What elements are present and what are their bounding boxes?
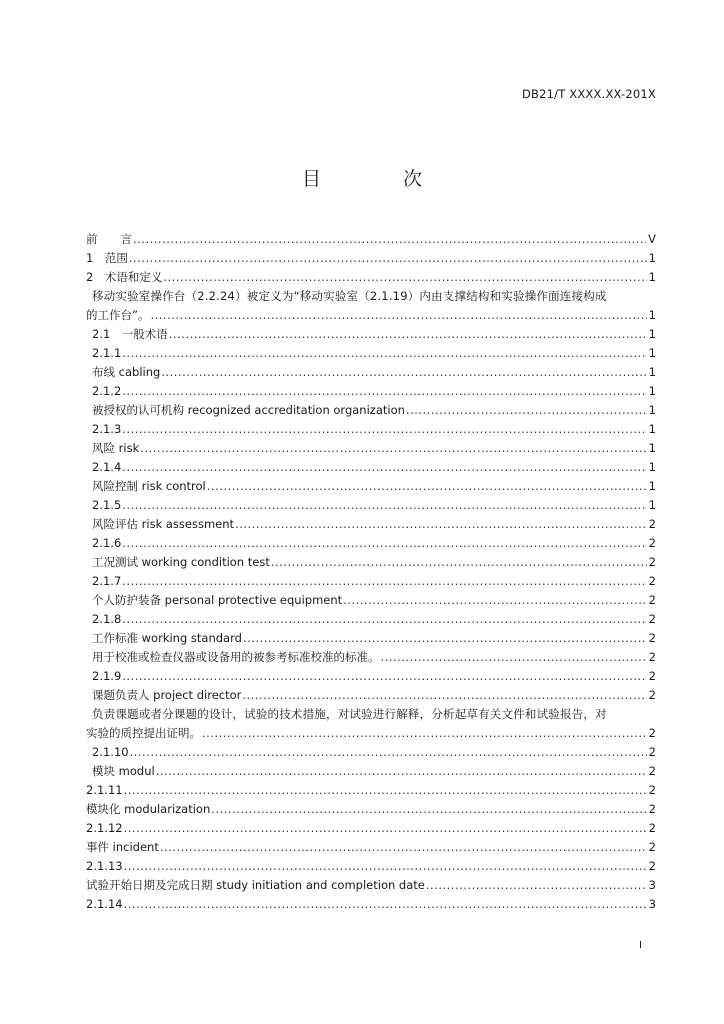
- toc-leader-dots: [124, 895, 647, 914]
- toc-leader-dots: [129, 249, 647, 268]
- toc-entry-wrapped-line: [86, 287, 656, 306]
- toc-entry-text: 模块 modul: [92, 764, 155, 778]
- toc-entry[interactable]: [86, 268, 656, 287]
- toc-leader-dots: [235, 515, 647, 534]
- toc-entry[interactable]: [86, 743, 656, 762]
- toc-leader-dots: [122, 572, 646, 591]
- toc-page-number: 2: [648, 726, 656, 740]
- toc-entry-text: 2 术语和定义: [86, 270, 163, 284]
- toc-entry[interactable]: [86, 629, 656, 648]
- toc-entry[interactable]: [86, 610, 656, 629]
- toc-leader-dots: [211, 800, 646, 819]
- toc-entry[interactable]: [86, 686, 656, 705]
- toc-entry[interactable]: [86, 857, 656, 876]
- toc-leader-dots: [161, 363, 646, 382]
- toc-page-number: 1: [648, 384, 656, 398]
- toc-entry[interactable]: [86, 477, 656, 496]
- toc-entry-text: 2.1.3: [92, 422, 122, 436]
- toc-page-number: 2: [648, 840, 656, 854]
- toc-page-number: 1: [648, 479, 656, 493]
- toc-entry[interactable]: [86, 230, 656, 249]
- toc-entry[interactable]: [86, 800, 656, 819]
- toc-entry[interactable]: [86, 762, 656, 781]
- toc-page-number: 1: [648, 441, 656, 455]
- toc-entry-text: 实验的质控提出证明。: [86, 726, 201, 740]
- toc-page-number: 1: [648, 308, 656, 322]
- toc-entry[interactable]: [86, 648, 656, 667]
- toc-entry-text: 2.1.2: [92, 384, 122, 398]
- toc-leader-dots: [343, 591, 647, 610]
- toc-leader-dots: [122, 344, 646, 363]
- toc-entry[interactable]: [86, 724, 656, 743]
- toc-page-number: 2: [648, 650, 656, 664]
- toc-page-number: 1: [648, 346, 656, 360]
- toc-entry-text: 布线 cabling: [92, 365, 161, 379]
- toc-entry-text: 2.1.6: [92, 536, 122, 550]
- toc-page-number: 2: [648, 555, 656, 569]
- toc-entry-text: 工况测试 working condition test: [92, 555, 270, 569]
- toc-entry-text: 模块化 modularization: [86, 802, 211, 816]
- toc-entry-text: 前 言: [86, 232, 132, 246]
- toc-page-number: 1: [648, 327, 656, 341]
- toc-entry[interactable]: [86, 553, 656, 572]
- toc-page-number: 1: [648, 498, 656, 512]
- toc-leader-dots: [124, 781, 647, 800]
- toc-entry[interactable]: [86, 401, 656, 420]
- toc-entry-text: 2.1.10: [92, 745, 129, 759]
- toc-entry-text: 2.1.4: [92, 460, 122, 474]
- toc-leader-dots: [122, 420, 646, 439]
- toc-entry[interactable]: [86, 781, 656, 800]
- toc-entry[interactable]: [86, 572, 656, 591]
- toc-entry[interactable]: [86, 515, 656, 534]
- toc-leader-dots: [122, 534, 646, 553]
- toc-leader-dots: [242, 686, 646, 705]
- toc-page-number: 1: [648, 251, 656, 265]
- toc-entry[interactable]: [86, 895, 656, 914]
- toc-entry[interactable]: [86, 344, 656, 363]
- toc-page-number: 2: [648, 631, 656, 645]
- toc-leader-dots: [243, 629, 647, 648]
- toc-leader-dots: [133, 230, 646, 249]
- toc-entry[interactable]: [86, 838, 656, 857]
- document-code: DB21/T XXXX.XX-201X: [521, 87, 656, 101]
- toc-page-number: 1: [648, 422, 656, 436]
- toc-entry-text: 2.1.9: [92, 669, 122, 683]
- toc-entry[interactable]: [86, 363, 656, 382]
- toc-entry[interactable]: [86, 249, 656, 268]
- toc-leader-dots: [122, 382, 646, 401]
- toc-entry-text: 个人防护装备 personal protective equipment: [92, 593, 343, 607]
- toc-leader-dots: [202, 724, 647, 743]
- toc-entry-wrapped-line: [86, 705, 656, 724]
- toc-leader-dots: [169, 325, 647, 344]
- toc-page-number: 3: [648, 878, 656, 892]
- toc-leader-dots: [130, 743, 647, 762]
- toc-entry[interactable]: [86, 591, 656, 610]
- toc-page-number: 2: [648, 783, 656, 797]
- toc-entry-text: 工作标准 working standard: [92, 631, 242, 645]
- toc-leader-dots: [124, 857, 647, 876]
- toc-entry[interactable]: [86, 458, 656, 477]
- toc-entry-text: 2.1 一般术语: [92, 327, 168, 341]
- toc-entry-text: 的工作台”。: [86, 308, 150, 322]
- toc-leader-dots: [122, 667, 646, 686]
- toc-page-number: 3: [648, 897, 656, 911]
- page-number: I: [639, 940, 642, 951]
- toc-page-number: 2: [648, 859, 656, 873]
- toc-entry-text: 课题负责人 project director: [92, 688, 242, 702]
- toc-leader-dots: [156, 762, 647, 781]
- toc-entry[interactable]: [86, 382, 656, 401]
- toc-entry[interactable]: [86, 420, 656, 439]
- toc-page-number: 2: [648, 821, 656, 835]
- toc-page-number: 1: [648, 365, 656, 379]
- toc-page-number: V: [648, 232, 656, 246]
- toc-leader-dots: [124, 819, 647, 838]
- toc-page-number: 1: [648, 403, 656, 417]
- toc-leader-dots: [150, 306, 646, 325]
- toc-leader-dots: [406, 401, 647, 420]
- toc-leader-dots: [381, 648, 647, 667]
- toc-leader-dots: [122, 458, 646, 477]
- toc-leader-dots: [163, 268, 646, 287]
- toc-entry-text: 2.1.12: [86, 821, 123, 835]
- toc-entry[interactable]: [86, 819, 656, 838]
- toc-page-number: 1: [648, 270, 656, 284]
- toc-page-number: 2: [648, 517, 656, 531]
- toc-entry-text: 2.1.8: [92, 612, 122, 626]
- toc-entry-text: 负责课题或者分课题的设计，试验的技术措施，对试验进行解释，分析起草有关文件和试验报告，对: [92, 707, 607, 721]
- toc-page-number: 2: [648, 612, 656, 626]
- toc-entry-text: 用于校准或检查仪器或设备用的被参考标准校准的标准。: [92, 650, 380, 664]
- toc-title: 目 次: [301, 168, 461, 190]
- toc-page-number: 2: [648, 669, 656, 683]
- toc-entry-text: 2.1.5: [92, 498, 122, 512]
- toc-page-number: 1: [648, 460, 656, 474]
- toc-entry[interactable]: [86, 496, 656, 515]
- toc-leader-dots: [122, 610, 646, 629]
- toc-entry[interactable]: [86, 439, 656, 458]
- toc-entry-text: 风险评估 risk assessment: [92, 517, 235, 531]
- toc-page-number: 2: [648, 574, 656, 588]
- toc-page-number: 2: [648, 593, 656, 607]
- toc-entry[interactable]: [86, 534, 656, 553]
- toc-entry[interactable]: [86, 667, 656, 686]
- toc-page-number: 2: [648, 536, 656, 550]
- toc-entry-text: 2.1.14: [86, 897, 123, 911]
- toc-entry-text: 风险控制 risk control: [92, 479, 206, 493]
- toc-entry-text: 事件 incident: [86, 840, 159, 854]
- toc-page-number: 2: [648, 745, 656, 759]
- toc-page-number: 2: [648, 764, 656, 778]
- toc-leader-dots: [426, 876, 647, 895]
- toc-entry-text: 2.1.11: [86, 783, 123, 797]
- table-of-contents: [86, 230, 656, 914]
- toc-leader-dots: [207, 477, 647, 496]
- toc-entry-text: 风险 risk: [92, 441, 140, 455]
- toc-entry-text: 移动实验室操作台（2.2.24）被定义为“移动实验室（2.1.19）内由支撑结构和实验操作面连接构成: [92, 289, 607, 303]
- toc-leader-dots: [271, 553, 647, 572]
- toc-page-number: 2: [648, 688, 656, 702]
- toc-entry[interactable]: [86, 325, 656, 344]
- toc-entry-text: 被授权的认可机构 recognized accreditation organization: [92, 403, 405, 417]
- toc-entry-text: 试验开始日期及完成日期 study initiation and completion date: [86, 878, 425, 892]
- toc-entry-text: 2.1.7: [92, 574, 122, 588]
- toc-page-number: 2: [648, 802, 656, 816]
- toc-entry[interactable]: [86, 306, 656, 325]
- toc-leader-dots: [122, 496, 646, 515]
- toc-entry-text: 2.1.13: [86, 859, 123, 873]
- toc-leader-dots: [140, 439, 646, 458]
- toc-entry-text: 2.1.1: [92, 346, 122, 360]
- toc-entry-text: 1 范围: [86, 251, 128, 265]
- toc-entry[interactable]: [86, 876, 656, 895]
- toc-leader-dots: [160, 838, 647, 857]
